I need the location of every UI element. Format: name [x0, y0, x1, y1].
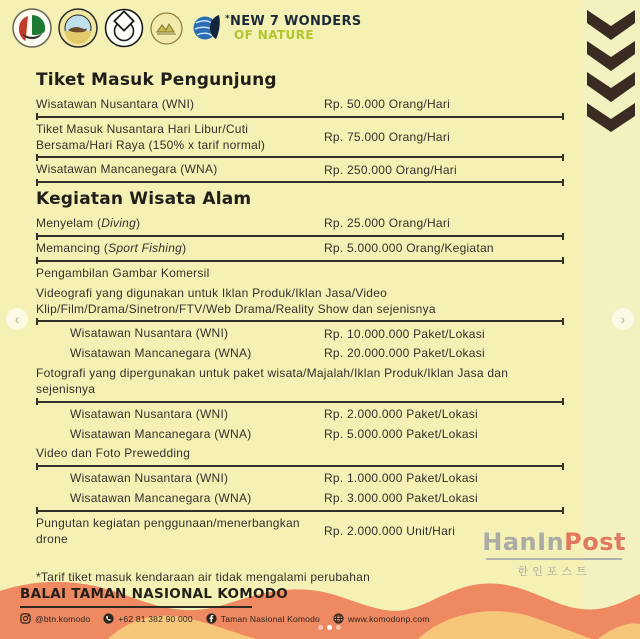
row-price: Rp. 250.000 Orang/Hari — [324, 162, 457, 177]
row-price: Rp. 75.000 Orang/Hari — [324, 129, 450, 144]
ministry-environment-forestry-logo — [12, 8, 52, 48]
divider-line — [36, 260, 564, 262]
row-label: Fotografi yang dipergunakan untuk paket wisata/Majalah/Iklan Produk/Iklan Jasa dan sejenisnya — [36, 366, 509, 396]
divider-line — [36, 116, 564, 118]
carousel-dot-active[interactable] — [327, 625, 332, 630]
row-price: Rp. 2.000.000 Paket/Lokasi — [324, 406, 478, 421]
price-row — [36, 264, 564, 284]
contact-instagram[interactable] — [20, 613, 90, 624]
row-price: Rp. 10.000.000 Paket/Lokasi — [324, 326, 485, 341]
instagram-icon — [20, 613, 31, 624]
divider-line — [36, 156, 564, 158]
contact-whatsapp[interactable] — [103, 613, 193, 624]
row-label: Wisatawan Nusantara (WNI) — [36, 97, 195, 111]
logo-row — [12, 8, 361, 48]
carousel-dot[interactable] — [336, 625, 341, 630]
row-label: Video dan Foto Prewedding — [36, 446, 191, 461]
contact-list — [20, 613, 430, 624]
divider-line — [36, 181, 564, 183]
footnote: *Tarif tiket masuk kendaraan air tidak mengalami perubahan — [36, 569, 371, 584]
section-heading: Kegiatan Wisata Alam — [36, 189, 252, 210]
divider-line — [36, 510, 564, 512]
price-row — [36, 95, 564, 115]
contact-text: @btn.komodo — [35, 613, 91, 624]
unesco-world-heritage-logo — [104, 8, 144, 48]
price-row — [36, 120, 564, 156]
chevron-left-icon: ‹ — [14, 311, 20, 327]
price-row — [36, 214, 564, 234]
taman-nasional-komodo-logo — [58, 8, 98, 48]
price-row — [36, 284, 564, 320]
row-price: Rp. 5.000.000 Paket/Lokasi — [324, 426, 478, 441]
section-heading: Tiket Masuk Pengunjung — [36, 70, 277, 90]
price-row — [36, 469, 564, 489]
watermark-divider — [486, 558, 622, 560]
row-label: Pungutan kegiatan penggunaan/menerbangkan drone — [36, 515, 300, 546]
row-price: Rp. 1.000.000 Paket/Lokasi — [324, 471, 478, 486]
price-row — [36, 425, 564, 445]
price-list — [36, 64, 564, 584]
row-label: Tiket Masuk Nusantara Hari Libur/Cuti Bersama/Hari Raya (150% x tarif normal) — [36, 121, 266, 152]
row-price: Rp. 2.000.000 Unit/Hari — [324, 523, 456, 538]
divider-line — [36, 235, 564, 237]
carousel-next-button[interactable] — [612, 308, 634, 330]
divider-line — [36, 401, 564, 403]
new7wonders-subtitle: OF NATURE — [234, 27, 314, 42]
komodo-biosphere-reserve-logo — [150, 12, 183, 45]
contact-facebook[interactable] — [206, 613, 320, 624]
price-row — [36, 405, 564, 425]
row-price: Rp. 5.000.000 Orang/Kegiatan — [324, 241, 494, 256]
divider-line — [36, 465, 564, 467]
carousel-prev-button[interactable] — [6, 308, 28, 330]
row-price: Rp. 25.000 Orang/Hari — [324, 216, 450, 231]
footer-title: BALAI TAMAN NASIONAL KOMODO — [20, 586, 289, 602]
footer — [0, 579, 640, 639]
contact-text: Taman Nasional Komodo — [220, 613, 320, 624]
row-label: Videografi yang digunakan untuk Iklan Produk/Iklan Jasa/Video Klip/Film/Drama/Sinetron/FTV/Web Drama/Reality Show dan sejenisnya — [36, 285, 436, 316]
row-label: Wisatawan Mancanegara (WNA) — [70, 491, 252, 506]
row-price: Rp. 50.000 Orang/Hari — [324, 97, 450, 112]
price-row — [36, 364, 564, 400]
row-label: Wisatawan Nusantara (WNI) — [70, 406, 229, 421]
new7wonders-title: *NEW 7 WONDERS — [225, 13, 362, 29]
watermark-subtitle: 한인포스트 — [517, 566, 591, 578]
row-price: Rp. 3.000.000 Paket/Lokasi — [324, 491, 478, 506]
row-label: Memancing (Sport Fishing) — [36, 241, 187, 256]
contact-text: www.komodonp.com — [347, 613, 430, 624]
row-label: Pengambilan Gambar Komersil — [36, 265, 210, 280]
row-label-italic: Sport Fishing — [108, 241, 183, 256]
row-label: Wisatawan Mancanegara (WNA) — [70, 426, 252, 441]
row-label: Wisatawan Mancanegara (WNA) — [36, 162, 218, 177]
carousel-dots[interactable] — [318, 625, 341, 630]
price-row — [36, 489, 564, 509]
new7wonders-globe-icon — [191, 13, 222, 44]
row-price: Rp. 20.000.000 Paket/Lokasi — [324, 346, 485, 361]
contact-text: +62 81 382 90 000 — [118, 613, 193, 624]
chevron-right-icon: › — [620, 311, 626, 327]
carousel-dot[interactable] — [318, 625, 323, 630]
row-label-italic: Diving — [101, 216, 137, 231]
price-row — [36, 344, 564, 364]
watermark-part1: HanIn — [482, 528, 565, 556]
contact-website[interactable] — [333, 613, 430, 624]
row-label: Wisatawan Nusantara (WNI) — [70, 326, 229, 341]
whatsapp-icon — [103, 613, 114, 624]
globe-icon — [333, 613, 344, 624]
chevron-down-icons — [586, 10, 636, 137]
facebook-icon — [206, 613, 217, 624]
price-row — [36, 444, 564, 464]
row-label: Wisatawan Nusantara (WNI) — [70, 471, 229, 486]
price-row — [36, 239, 564, 259]
price-row — [36, 324, 564, 344]
row-label: Menyelam (Diving) — [36, 216, 141, 231]
row-label: Wisatawan Mancanegara (WNA) — [70, 346, 252, 361]
price-row — [36, 160, 564, 180]
new7wonders-logo — [191, 13, 361, 44]
divider-line — [36, 320, 564, 322]
watermark-part2: Post — [564, 528, 626, 556]
haninpost-watermark — [482, 528, 626, 579]
footer-title-underline — [20, 606, 252, 608]
